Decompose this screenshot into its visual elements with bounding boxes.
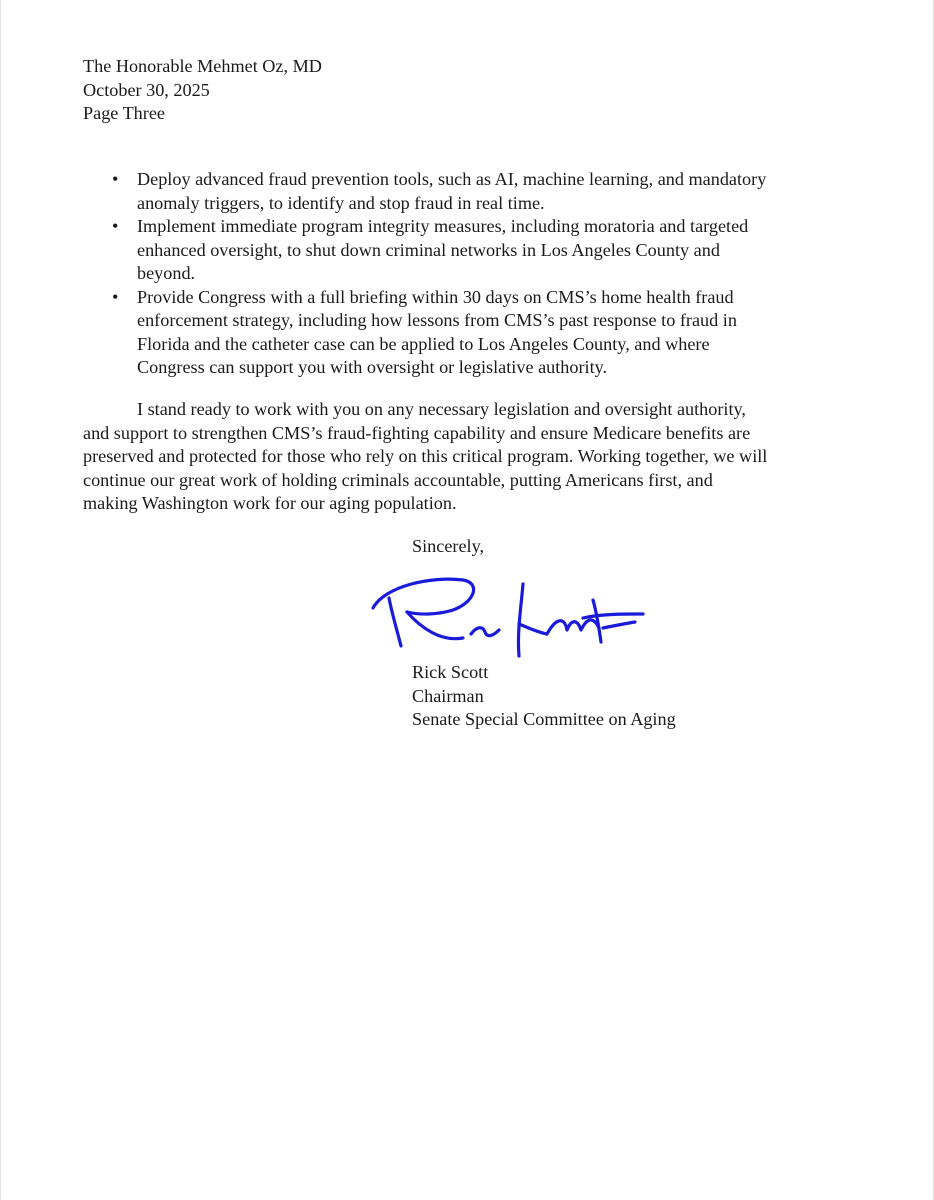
letter-header — [83, 55, 322, 126]
list-item-line: enforcement strategy, including how lessons from CMS’s past response to fraud in — [137, 310, 737, 330]
signatory-committee: Senate Special Committee on Aging — [412, 709, 676, 729]
list-item-line: Deploy advanced fraud prevention tools, such as AI, machine learning, and mandatory — [137, 169, 767, 189]
list-item-line: Implement immediate program integrity measures, including moratoria and targeted — [137, 216, 749, 236]
list-item — [83, 286, 863, 380]
paragraph-line: I stand ready to work with you on any necessary legislation and oversight authority, — [137, 399, 746, 419]
list-item — [83, 215, 863, 286]
handwritten-signature — [361, 568, 661, 668]
list-item-line: anomaly triggers, to identify and stop fraud in real time. — [137, 192, 545, 213]
paragraph-line: making Washington work for our aging population. — [83, 493, 457, 513]
page-number-line: Page Three — [83, 103, 165, 123]
paragraph-line: and support to strengthen CMS’s fraud-fighting capability and ensure Medicare benefits are — [83, 422, 751, 443]
bullet-icon: • — [112, 216, 119, 236]
date-line: October 30, 2025 — [83, 79, 210, 100]
list-item — [83, 168, 863, 215]
bullet-icon: • — [112, 169, 119, 189]
signature-block — [412, 661, 676, 732]
recommendation-list — [83, 168, 863, 380]
signatory-name: Rick Scott — [412, 662, 489, 682]
list-item-line: beyond. — [137, 263, 196, 283]
signatory-title: Chairman — [412, 685, 484, 706]
list-item-line: Florida and the catheter case can be applied to Los Angeles County, and where — [137, 333, 710, 354]
paragraph-line: preserved and protected for those who rely on this critical program. Working together, we will — [83, 446, 768, 466]
list-item-line: Congress can support you with oversight or legislative authority. — [137, 357, 608, 377]
recipient-line: The Honorable Mehmet Oz, MD — [83, 56, 322, 76]
list-item-line: enhanced oversight, to shut down criminal networks in Los Angeles County and — [137, 239, 720, 260]
closing-salutation: Sincerely, — [412, 536, 485, 556]
bullet-icon: • — [112, 286, 119, 307]
closing-paragraph — [83, 398, 853, 516]
list-item-line: Provide Congress with a full briefing within 30 days on CMS’s home health fraud — [137, 286, 734, 307]
paragraph-line: continue our great work of holding criminals accountable, putting Americans first, and — [83, 469, 713, 490]
